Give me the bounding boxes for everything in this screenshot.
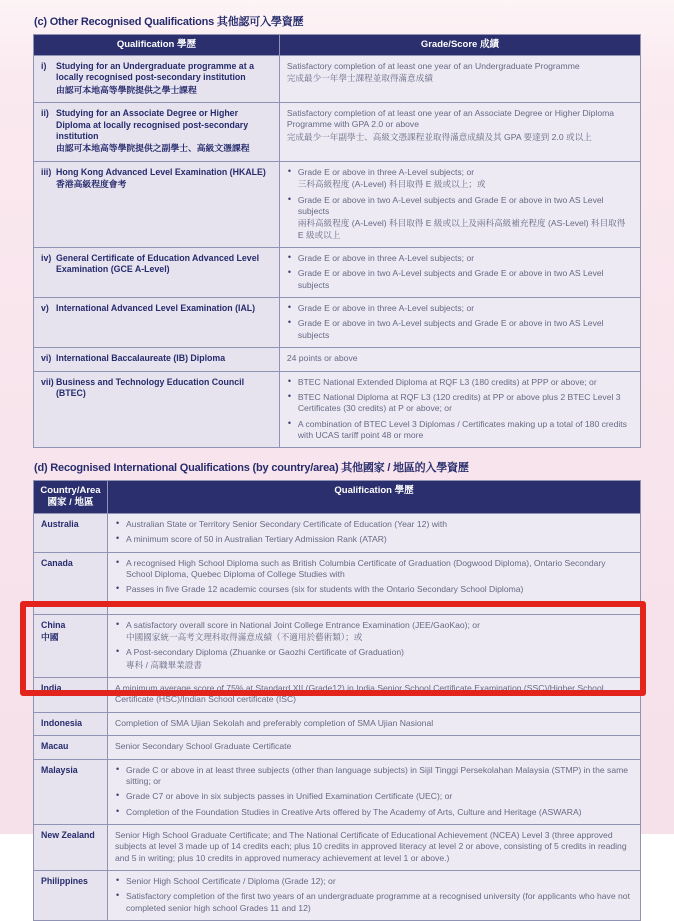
qualification-name-en: General Certificate of Education Advanced Level Examination (GCE A-Level): [56, 252, 260, 275]
bullet-list: [115, 876, 633, 914]
qualification-cell: [108, 871, 641, 921]
bullet-item: [115, 534, 633, 545]
table-row: [34, 161, 641, 247]
bullet-line: • Senior High School Certificate / Diploma (Grade 12); or: [126, 876, 336, 887]
grade-cell: [279, 297, 640, 347]
bullet-item: [287, 167, 633, 191]
table-header-row: [34, 481, 641, 514]
bullet-item: [115, 876, 633, 887]
qualification-name-en: International Baccalaureate (IB) Diploma: [56, 352, 226, 363]
bullet-line: • Passes in five Grade 12 academic courses (six for students with the Ontario Secondary School Diploma): [126, 584, 524, 595]
row-number: v): [41, 302, 49, 313]
qualification-cell: [108, 514, 641, 553]
text-line: 完成最少一年學士課程並取得滿意成績: [286, 73, 433, 84]
bullet-item: [115, 891, 633, 914]
bullet-item: [115, 807, 633, 818]
qualification-wrap: [41, 253, 272, 276]
qualification-wrap: [41, 108, 272, 155]
bullet-line: • Satisfactory completion of the first two years of an undergraduate programme at a recognised university (for applicants who have not completed senior high school Grades 11 and 12): [126, 891, 630, 913]
bullet-item: [287, 195, 633, 241]
qualification-cell: [108, 552, 641, 602]
country-cell: [34, 678, 108, 713]
grade-cell: [279, 103, 640, 162]
country-name-zh: 中國: [41, 632, 59, 643]
qualification-text: [56, 167, 272, 191]
bullet-item: [287, 392, 633, 415]
country-name-en: Australia: [41, 519, 79, 530]
qualification-text: [56, 61, 272, 96]
table-row: [34, 371, 641, 448]
qualification-cell: [108, 678, 641, 713]
table-row: [34, 614, 641, 677]
bullet-item: [115, 620, 633, 644]
bullet-list: [115, 558, 633, 596]
bullet-list: [115, 519, 633, 546]
grade-cell: [279, 161, 640, 247]
bullet-line: • A minimum score of 50 in Australian Tertiary Admission Rank (ATAR): [126, 534, 387, 545]
text-line: 完成最少一年副學士、高級文憑課程並取得滿意成績及其 GPA 要達到 2.0 或以上: [286, 131, 592, 142]
bullet-line: • A satisfactory overall score in National Joint College Entrance Examination (JEE/GaoKao); or: [126, 619, 480, 630]
table-row: [34, 55, 641, 102]
spacer-cell: [108, 602, 641, 614]
other-qualifications-table: [33, 34, 641, 448]
country-area-header-line1: Country/Area: [40, 485, 101, 497]
qualification-cell: [108, 736, 641, 759]
bullet-list: [287, 253, 633, 291]
country-name-en: China: [41, 619, 66, 630]
table-row: [34, 871, 641, 921]
row-number: i): [41, 60, 47, 71]
table-row: [34, 347, 641, 371]
qualification-wrap: [41, 61, 272, 96]
qualification-wrap: [41, 353, 272, 365]
bullet-item: [287, 318, 633, 341]
bullet-item: [115, 791, 633, 802]
qualification-text: [56, 353, 272, 365]
country-cell: [34, 614, 108, 677]
country-cell: [34, 871, 108, 921]
country-name-en: India: [41, 683, 62, 694]
country-cell: [34, 825, 108, 871]
section-c-title: (c) Other Recognised Qualifications 其他認可入學資歷: [34, 16, 304, 28]
grade-cell: [279, 247, 640, 297]
table-header-row: [34, 35, 641, 56]
bullet-line: • Grade E or above in two A-Level subjects and Grade E or above in two AS Level subjects: [297, 318, 604, 340]
table-row: [34, 247, 641, 297]
qualification-text: [56, 253, 272, 276]
qualification-wrap: [41, 167, 272, 191]
table-row: [34, 759, 641, 824]
qualification-wrap: [41, 377, 272, 400]
spacer-cell: [34, 602, 108, 614]
bullet-line: 中國國家統一高考文理科取得滿意成績（不適用於藝術類）；或: [126, 632, 363, 643]
bullet-item: [287, 268, 633, 291]
bullet-line: • Grade C7 or above in six subjects passes in Unified Examination Certificate (UEC); or: [126, 791, 453, 802]
bullet-line: • Grade E or above in three A-Level subjects; or: [297, 302, 475, 313]
grade-cell: [279, 347, 640, 371]
qualification-cell: [34, 371, 280, 448]
international-qualifications-table: [33, 480, 641, 921]
text-line: A minimum average score of 75% at Standard XII (Grade12) in India Senior School Certificate Examination (SSC)/Higher School Certificate (HSC)/Indian School certificate (ISC): [115, 683, 604, 705]
bullet-line: • A Post-secondary Diploma (Zhuanke or Gaozhi Certificate of Graduation): [126, 647, 404, 658]
bullet-item: [115, 519, 633, 530]
qualification-cell: [108, 712, 641, 735]
bullet-item: [287, 419, 633, 442]
bullet-list: [287, 303, 633, 341]
grade-cell: [279, 371, 640, 448]
bullet-line: • BTEC National Extended Diploma at RQF L3 (180 credits) at PPP or above; or: [297, 376, 597, 387]
bullet-item: [287, 377, 633, 388]
spacer-row: [34, 602, 641, 614]
bullet-line: 兩科高級程度 (A-Level) 科目取得 E 級或以上及兩科高級補充程度 (AS-Level) 科目取得 E 級或以上: [297, 218, 626, 240]
country-cell: [34, 759, 108, 824]
qualification-column-header: Qualification 學歷: [34, 35, 280, 56]
table-row: [34, 514, 641, 553]
country-area-column-header: [34, 481, 108, 514]
qualification-cell: [34, 103, 280, 162]
bullet-line: • Grade E or above in two A-Level subjects and Grade E or above in two AS Level subjects: [297, 194, 604, 216]
country-name-en: Indonesia: [41, 717, 83, 728]
bullet-line: 三科高級程度 (A-Level) 科目取得 E 級或以上；或: [297, 179, 486, 190]
text-line: Senior High School Graduate Certificate; and The National Certificate of Educational Achievement (NCEA) Level 3 (three approved subjects at level 3 made up of 14 credits each; plus 10 credits in approved literacy at level 2 or above, consisting of 5 credits in reading and 5 in writing; plus 10 credits in approved numeracy achievement at level 1 or above.): [115, 830, 627, 863]
qualification-cell: [34, 161, 280, 247]
qualification-cell: [34, 297, 280, 347]
grade-score-column-header: Grade/Score 成績: [279, 35, 640, 56]
country-cell: [34, 514, 108, 553]
qualification-cell: [108, 614, 641, 677]
qualification-cell: [34, 247, 280, 297]
row-number: vi): [41, 352, 52, 363]
table-row: [34, 712, 641, 735]
bullet-line: 專科 / 高職畢業證書: [126, 659, 202, 670]
bullet-list: [115, 620, 633, 671]
bullet-line: • Grade C or above in at least three subjects (other than language subjects) in Sijil Tinggi Persekolahan Malaysia (STMP) in the same sitting; or: [126, 764, 629, 786]
qualification-cell: [108, 825, 641, 871]
qualification-name-en: Studying for an Associate Degree or Higher Diploma at locally recognised post-secondary institution: [56, 108, 249, 141]
row-number: iii): [41, 166, 52, 177]
qualification-text: [56, 303, 272, 315]
section-d-title: (d) Recognised International Qualifications (by country/area) 其他國家 / 地區的入學資歷: [34, 462, 469, 475]
country-name-en: New Zealand: [41, 830, 95, 841]
qualification-text: [56, 377, 272, 400]
text-line: Satisfactory completion of at least one year of an Undergraduate Programme: [286, 60, 580, 71]
country-name-en: Canada: [41, 557, 73, 568]
bullet-item: [287, 253, 633, 264]
bullet-item: [287, 303, 633, 314]
text-line: Completion of SMA Ujian Sekolah and preferably completion of SMA Ujian Nasional: [115, 717, 434, 728]
row-number: ii): [41, 108, 49, 119]
bullet-line: • Grade E or above in three A-Level subjects; or: [297, 166, 475, 177]
bullet-list: [115, 765, 633, 818]
table-row: [34, 552, 641, 602]
country-area-header-line2: 國家 / 地區: [47, 497, 94, 509]
bullet-item: [115, 584, 633, 595]
country-cell: [34, 736, 108, 759]
bullet-list: [287, 167, 633, 241]
bullet-item: [115, 647, 633, 671]
country-cell: [34, 552, 108, 602]
grade-cell: [279, 55, 640, 102]
qualification-wrap: [41, 303, 272, 315]
text-line: Senior Secondary School Graduate Certificate: [115, 741, 292, 752]
bullet-line: • Grade E or above in two A-Level subjects and Grade E or above in two AS Level subjects: [297, 268, 604, 290]
qualification-cell: [34, 347, 280, 371]
qualification-name-zh: 由認可本地高等學院提供之學士課程: [56, 84, 197, 95]
text-line: Satisfactory completion of at least one year of an Associate Degree or Higher Diploma Programme with GPA 2.0 or above: [286, 108, 615, 130]
qualification-name-en: Hong Kong Advanced Level Examination (HKALE): [56, 166, 266, 177]
qualification-text: [56, 108, 272, 155]
table-row: [34, 103, 641, 162]
row-number: vii): [41, 376, 54, 387]
bullet-line: • BTEC National Diploma at RQF L3 (120 credits) at PP or above plus 2 BTEC Level 3 Certificates (30 credits) at P or above; or: [297, 391, 621, 414]
table-row: [34, 825, 641, 871]
bullet-line: • A combination of BTEC Level 3 Diplomas / Certificates making up a total of 180 credits with UCAS tariff point 48 or more: [297, 418, 627, 440]
bullet-item: [115, 765, 633, 788]
qualification-column-header: Qualification 學歷: [108, 481, 641, 514]
country-name-en: Philippines: [41, 876, 88, 887]
qualification-name-zh: 香港高級程度會考: [56, 179, 127, 190]
country-name-en: Macau: [41, 741, 69, 752]
bullet-list: [287, 377, 633, 442]
country-cell: [34, 712, 108, 735]
bullet-line: • Grade E or above in three A-Level subjects; or: [297, 252, 475, 263]
qualification-name-zh: 由認可本地高等學院提供之副學士、高級文憑課程: [56, 143, 250, 154]
qualification-cell: [34, 55, 280, 102]
table-row: [34, 736, 641, 759]
bullet-line: • Australian State or Territory Senior Secondary Certificate of Education (Year 12) with: [126, 519, 447, 530]
country-name-en: Malaysia: [41, 764, 78, 775]
qualification-name-en: Studying for an Undergraduate programme at a locally recognised post-secondary institution: [56, 60, 254, 83]
row-number: iv): [41, 252, 52, 263]
table-row: [34, 678, 641, 713]
qualification-name-en: International Advanced Level Examination (IAL): [56, 302, 256, 313]
bullet-item: [115, 558, 633, 581]
qualification-name-en: Business and Technology Education Council (BTEC): [56, 376, 245, 398]
qualification-cell: [108, 759, 641, 824]
text-line: 24 points or above: [286, 352, 358, 363]
table-row: [34, 297, 641, 347]
bullet-line: • A recognised High School Diploma such as British Columbia Certificate of Graduation (Dogwood Diploma), Ontario Secondary School Diploma, Quebec Diploma of College Studies with: [126, 557, 606, 580]
bullet-line: • Completion of the Foundation Studies in Creative Arts offered by The Academy of Arts, Culture and Heritage (ASWARA): [126, 806, 582, 817]
